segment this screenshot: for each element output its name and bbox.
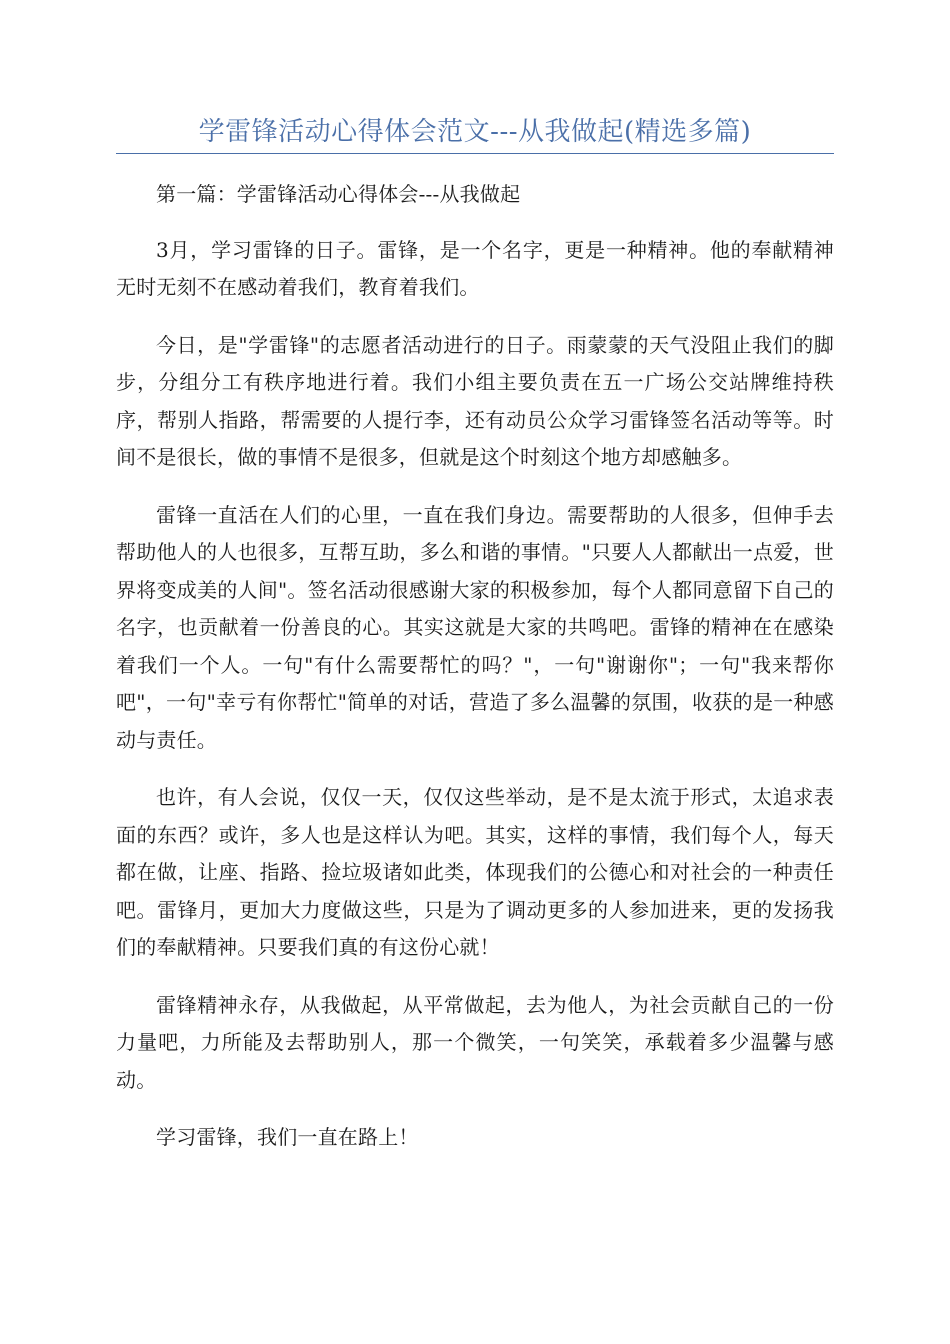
paragraph-2: 今日，是"学雷锋"的志愿者活动进行的日子。雨蒙蒙的天气没阻止我们的脚步，分组分工有秩序地进行着。我们小组主要负责在五一广场公交站牌维持秩序，帮别人指路，帮需要的人提行李，还有动员公众学习雷锋签名活动等等。时间不是很长，做的事情不是很多，但就是这个时刻这个地方却感触多。 (116, 332, 834, 469)
paragraph-4: 也许，有人会说，仅仅一天，仅仅这些举动，是不是太流于形式，太追求表面的东西？或许，多人也是这样认为吧。其实，这样的事情，我们每个人，每天都在做，让座、指路、捡垃圾诸如此类，体现我们的公德心和对社会的一种责任吧。雷锋月，更加大力度做这些，只是为了调动更多的人参加进来，更的发扬我们的奉献精神。只要我们真的有这份心就！ (116, 785, 834, 959)
paragraph-1: 3月，学习雷锋的日子。雷锋，是一个名字，更是一种精神。他的奉献精神无时无刻不在感动着我们，教育着我们。 (116, 237, 834, 299)
document-body (116, 176, 834, 1177)
paragraph-6: 学习雷锋，我们一直在路上！ (156, 1125, 419, 1149)
section-heading: 第一篇：学雷锋活动心得体会---从我做起 (156, 182, 521, 206)
title-underline (116, 153, 834, 154)
document-title: 学雷锋活动心得体会范文---从我做起(精选多篇) (198, 117, 752, 147)
paragraph-3: 雷锋一直活在人们的心里，一直在我们身边。需要帮助的人很多，但伸手去帮助他人的人也很多，互帮互助，多么和谐的事情。"只要人人都献出一点爱，世界将变成美的人间"。签名活动很感谢大家的积极参加，每个人都同意留下自己的名字，也贡献着一份善良的心。其实这就是大家的共鸣吧。雷锋的精神在在感染着我们一个人。一句"有什么需要帮忙的吗？"，一句"谢谢你"；一句"我来帮你吧"，一句"幸亏有你帮忙"简单的对话，营造了多么温馨的氛围，收获的是一种感动与责任。 (116, 502, 834, 752)
paragraph-5: 雷锋精神永存，从我做起，从平常做起，去为他人，为社会贡献自己的一份力量吧，力所能及去帮助别人，那一个微笑，一句笑笑，承载着多少温馨与感动。 (116, 992, 834, 1092)
